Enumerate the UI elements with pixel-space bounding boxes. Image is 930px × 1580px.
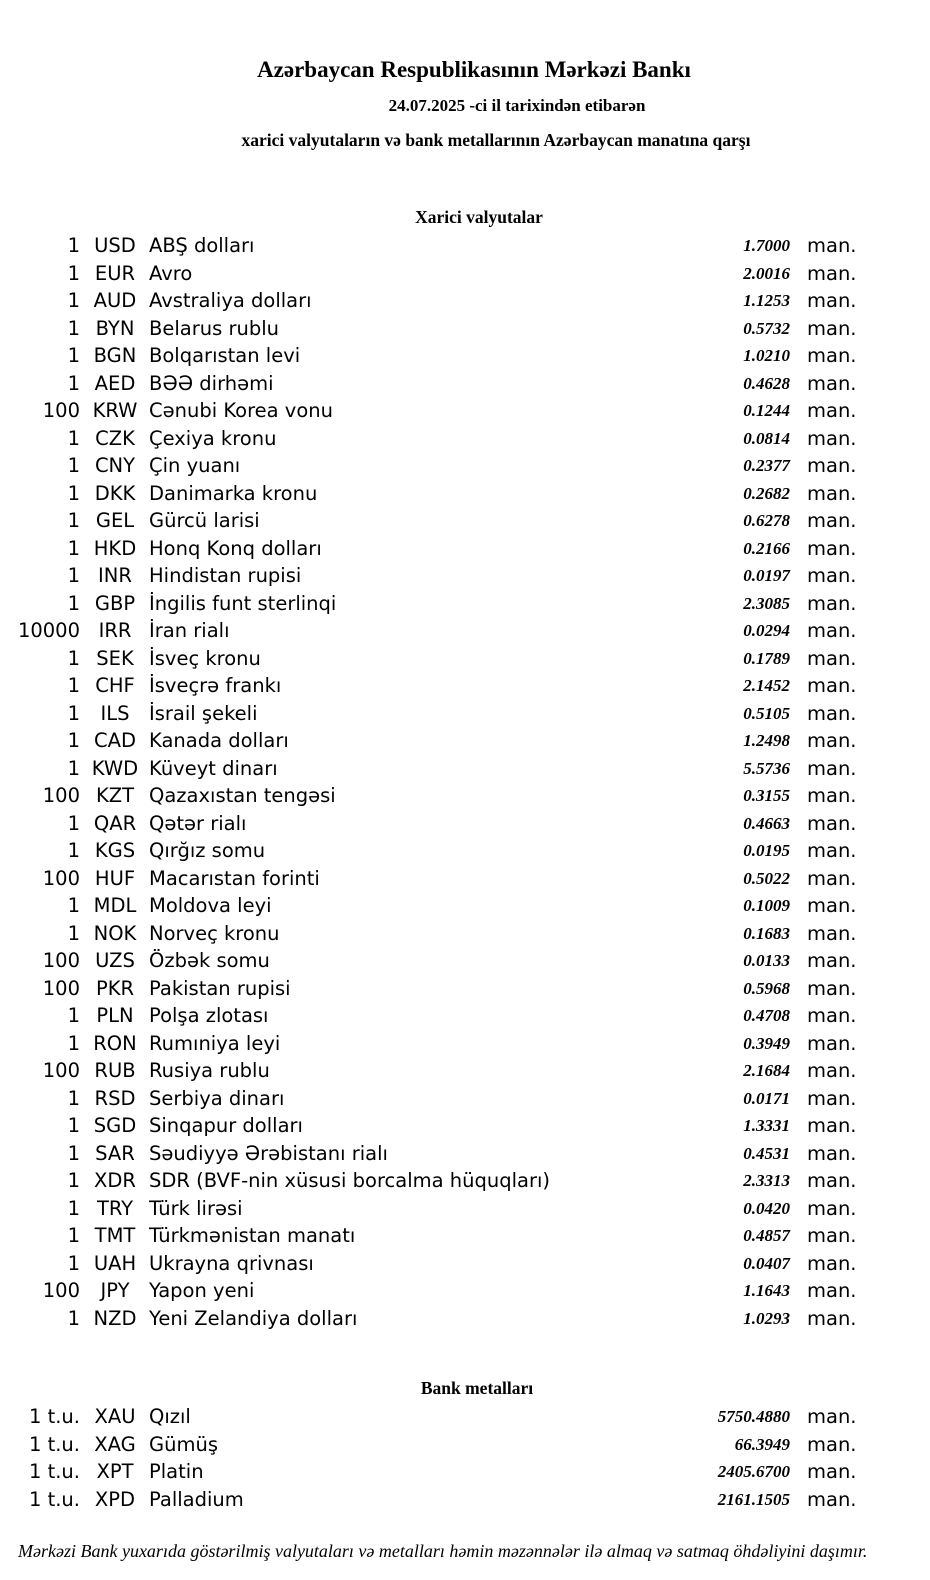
currency-code-cell: RSD (94, 1086, 136, 1110)
table-row (0, 1458, 930, 1486)
unit-cell: man. (807, 536, 857, 560)
quantity-cell: 1 (67, 426, 80, 450)
rate-value-cell: 0.1009 (743, 896, 790, 915)
rate-value-cell: 5750.4880 (717, 1407, 790, 1426)
quantity-cell: 100 (42, 1059, 80, 1082)
unit-cell: man. (807, 729, 857, 752)
unit-cell: man. (807, 839, 857, 862)
quantity-cell: 100 (42, 976, 80, 1000)
footer-disclaimer: Mərkəzi Bank yuxarıda göstərilmiş valyutaları və metalları həmin məzənnələr ilə almaq və satmaq öhdəliyini daşımır. (18, 1541, 868, 1561)
unit-cell: man. (807, 921, 857, 945)
currency-code-cell: AED (94, 371, 136, 395)
currency-code-cell: CAD (94, 729, 136, 752)
unit-cell: man. (807, 564, 857, 587)
unit-cell: man. (807, 454, 857, 477)
rate-value-cell: 0.2166 (743, 538, 790, 558)
currency-name-cell: İsveçrə frankı (149, 674, 282, 697)
currency-table (0, 232, 930, 1332)
currency-name-cell: İran rialı (149, 619, 230, 642)
rate-value-cell: 2161.1505 (717, 1489, 790, 1509)
unit-cell: man. (807, 1086, 857, 1110)
currency-code-cell: CNY (94, 454, 136, 477)
rate-value-cell: 0.5968 (743, 978, 790, 998)
table-row (0, 920, 930, 948)
currency-name-cell: Qızıl (149, 1405, 191, 1428)
currency-name-cell: Palladium (149, 1487, 244, 1511)
currency-code-cell: HUF (94, 866, 136, 890)
quantity-cell: 1 (67, 481, 80, 505)
quantity-cell: 1 (67, 344, 80, 367)
quantity-cell: 1 (67, 921, 80, 945)
table-row (0, 1167, 930, 1195)
rate-value-cell: 0.1244 (743, 401, 790, 420)
currency-name-cell: İsrail şekeli (149, 701, 258, 725)
currency-code-cell: SEK (96, 646, 134, 670)
quantity-cell: 1 (67, 316, 80, 340)
quantity-cell: 1 (67, 289, 80, 312)
rate-value-cell: 0.2682 (743, 483, 790, 503)
rate-value-cell: 0.6278 (743, 511, 790, 530)
unit-cell: man. (807, 1487, 857, 1511)
currency-code-cell: TMT (94, 1224, 136, 1247)
quantity-cell: 100 (42, 399, 80, 422)
unit-cell: man. (807, 1004, 857, 1027)
quantity-cell: 1 (67, 1114, 80, 1137)
table-row (0, 837, 930, 865)
table-row (0, 782, 930, 810)
currency-code-cell: GBP (94, 591, 136, 615)
rate-value-cell: 1.2498 (743, 731, 790, 750)
unit-cell: man. (807, 371, 857, 395)
unit-cell: man. (807, 1196, 857, 1220)
quantity-cell: 1 t.u. (28, 1405, 80, 1428)
unit-cell: man. (807, 289, 857, 312)
quantity-cell: 1 (67, 1141, 80, 1165)
unit-cell: man. (807, 509, 857, 532)
currency-name-cell: Honq Konq dolları (149, 536, 322, 560)
currency-code-cell: NZD (93, 1306, 137, 1330)
table-row (0, 700, 930, 728)
quantity-cell: 1 (67, 729, 80, 752)
rate-value-cell: 0.4628 (743, 373, 790, 393)
currency-name-cell: Avstraliya dolları (149, 289, 312, 312)
rate-value-cell: 0.0195 (743, 841, 790, 860)
currency-code-cell: XPD (94, 1487, 136, 1511)
unit-cell: man. (807, 1141, 857, 1165)
rate-value-cell: 1.0210 (743, 346, 790, 365)
currency-name-cell: Pakistan rupisi (149, 976, 291, 1000)
quantity-cell: 1 t.u. (28, 1487, 80, 1511)
currency-name-cell: Belarus rublu (149, 316, 280, 340)
rate-value-cell: 0.0133 (743, 951, 790, 970)
rate-value-cell: 0.3155 (743, 786, 790, 805)
currency-code-cell: JPY (100, 1279, 130, 1302)
table-row (0, 370, 930, 398)
unit-cell: man. (807, 811, 857, 835)
currency-name-cell: Polşa zlotası (149, 1004, 269, 1027)
currency-code-cell: EUR (94, 261, 136, 285)
currency-name-cell: Hindistan rupisi (149, 564, 302, 587)
rate-value-cell: 2.0016 (743, 263, 790, 283)
currency-name-cell: İngilis funt sterlinqi (149, 591, 337, 615)
currency-code-cell: BGN (93, 344, 137, 367)
quantity-cell: 1 (67, 564, 80, 587)
unit-cell: man. (807, 701, 857, 725)
unit-cell: man. (807, 591, 857, 615)
currency-name-cell: Səudiyyə Ərəbistanı rialı (149, 1141, 388, 1165)
currency-name-cell: BƏƏ dirhəmi (149, 371, 274, 395)
table-row (0, 260, 930, 288)
table-row (0, 1277, 930, 1305)
currency-code-cell: XDR (94, 1169, 136, 1192)
rate-value-cell: 0.0407 (743, 1253, 790, 1273)
quantity-cell: 1 (67, 674, 80, 697)
currency-name-cell: Norveç kronu (149, 921, 280, 945)
quantity-cell: 1 t.u. (28, 1432, 80, 1456)
table-row (0, 507, 930, 535)
table-row (0, 1305, 930, 1333)
table-row (0, 1085, 930, 1113)
rate-value-cell: 0.0420 (743, 1198, 790, 1218)
rate-value-cell: 0.2377 (743, 456, 790, 475)
table-row (0, 480, 930, 508)
rate-value-cell: 0.0171 (743, 1088, 790, 1108)
table-row (0, 1195, 930, 1223)
currency-code-cell: PLN (96, 1004, 134, 1027)
currency-name-cell: Qətər rialı (149, 811, 247, 835)
quantity-cell: 100 (42, 949, 80, 972)
currency-name-cell: Özbək somu (149, 949, 270, 972)
currency-name-cell: Macarıstan forinti (149, 866, 320, 890)
unit-cell: man. (807, 784, 857, 807)
table-row (0, 1002, 930, 1030)
unit-cell: man. (807, 976, 857, 1000)
unit-cell: man. (807, 316, 857, 340)
currency-name-cell: Rusiya rublu (149, 1059, 270, 1082)
currency-code-cell: GEL (95, 509, 135, 532)
currency-code-cell: HKD (93, 536, 137, 560)
table-row (0, 397, 930, 425)
currency-code-cell: XAU (94, 1405, 136, 1428)
unit-cell: man. (807, 261, 857, 285)
unit-cell: man. (807, 399, 857, 422)
unit-cell: man. (807, 949, 857, 972)
quantity-cell: 1 (67, 701, 80, 725)
unit-cell: man. (807, 481, 857, 505)
table-row (0, 672, 930, 700)
table-row (0, 1250, 930, 1278)
currency-name-cell: Küveyt dinarı (149, 756, 278, 780)
currency-name-cell: Ukrayna qrivnası (149, 1251, 314, 1275)
quantity-cell: 1 (67, 371, 80, 395)
currency-code-cell: KZT (95, 784, 135, 807)
rate-value-cell: 0.5105 (743, 703, 790, 723)
currency-name-cell: Türk lirəsi (149, 1196, 243, 1220)
table-row (0, 425, 930, 453)
currency-code-cell: QAR (93, 811, 137, 835)
rate-value-cell: 1.1253 (743, 291, 790, 310)
unit-cell: man. (807, 1169, 857, 1192)
currency-name-cell: Türkmənistan manatı (149, 1224, 356, 1247)
rate-value-cell: 0.1789 (743, 648, 790, 668)
rate-value-cell: 0.0814 (743, 428, 790, 448)
quantity-cell: 1 (67, 234, 80, 257)
table-row (0, 232, 930, 260)
currency-name-cell: Avro (149, 261, 193, 285)
rate-value-cell: 2405.6700 (717, 1462, 790, 1481)
currency-name-cell: ABŞ dolları (149, 234, 255, 257)
currency-name-cell: Bolqarıstan levi (149, 344, 301, 367)
currency-name-cell: Danimarka kronu (149, 481, 318, 505)
table-row (0, 975, 930, 1003)
rate-value-cell: 0.0197 (743, 566, 790, 585)
currency-code-cell: UZS (95, 949, 135, 972)
quantity-cell: 1 (67, 1196, 80, 1220)
rate-value-cell: 0.4531 (743, 1143, 790, 1163)
currency-code-cell: USD (94, 234, 136, 257)
table-row (0, 1030, 930, 1058)
section-heading-currencies: Xarici valyutalar (415, 207, 543, 227)
unit-cell: man. (807, 1405, 857, 1428)
quantity-cell: 1 (67, 1004, 80, 1027)
table-row (0, 1403, 930, 1431)
table-row (0, 645, 930, 673)
unit-cell: man. (807, 426, 857, 450)
currency-code-cell: MDL (93, 894, 137, 917)
unit-cell: man. (807, 1460, 857, 1483)
rate-value-cell: 0.0294 (743, 621, 790, 640)
rate-value-cell: 66.3949 (734, 1434, 790, 1454)
table-row (0, 562, 930, 590)
unit-cell: man. (807, 1279, 857, 1302)
table-row (0, 315, 930, 343)
unit-cell: man. (807, 1306, 857, 1330)
currency-name-cell: Rumıniya leyi (149, 1031, 281, 1055)
currency-name-cell: Çin yuanı (149, 454, 241, 477)
currency-name-cell: SDR (BVF-nin xüsusi borcalma hüquqları) (149, 1169, 551, 1192)
currency-name-cell: Qazaxıstan tengəsi (149, 784, 336, 807)
rate-value-cell: 0.4663 (743, 813, 790, 833)
rate-value-cell: 0.5732 (743, 318, 790, 338)
quantity-cell: 1 (67, 536, 80, 560)
table-row (0, 865, 930, 893)
currency-code-cell: RUB (94, 1059, 136, 1082)
currency-name-cell: Yapon yeni (149, 1279, 255, 1302)
rate-value-cell: 1.7000 (743, 236, 790, 255)
currency-name-cell: Gürcü larisi (149, 509, 260, 532)
currency-code-cell: RON (93, 1031, 137, 1055)
currency-name-cell: Sinqapur dolları (149, 1114, 303, 1137)
currency-code-cell: INR (98, 564, 132, 587)
rate-value-cell: 1.1643 (743, 1281, 790, 1300)
unit-cell: man. (807, 674, 857, 697)
currency-code-cell: IRR (98, 619, 132, 642)
quantity-cell: 1 (67, 1086, 80, 1110)
quantity-cell: 1 (67, 261, 80, 285)
quantity-cell: 100 (42, 784, 80, 807)
quantity-cell: 100 (42, 866, 80, 890)
unit-cell: man. (807, 866, 857, 890)
table-row (0, 1057, 930, 1085)
metals-table (0, 1403, 930, 1513)
quantity-cell: 1 (67, 1224, 80, 1247)
currency-code-cell: CZK (95, 426, 135, 450)
table-row (0, 617, 930, 645)
currency-name-cell: Moldova leyi (149, 894, 272, 917)
currency-code-cell: KGS (94, 839, 136, 862)
quantity-cell: 1 (67, 454, 80, 477)
rate-value-cell: 0.4857 (743, 1226, 790, 1245)
unit-cell: man. (807, 756, 857, 780)
rate-value-cell: 0.5022 (743, 868, 790, 888)
currency-code-cell: ILS (100, 701, 130, 725)
unit-cell: man. (807, 1031, 857, 1055)
quantity-cell: 1 (67, 646, 80, 670)
quantity-cell: 1 (67, 756, 80, 780)
currency-code-cell: XPT (96, 1460, 134, 1483)
unit-cell: man. (807, 344, 857, 367)
currency-code-cell: SGD (93, 1114, 137, 1137)
section-heading-metals: Bank metalları (420, 1378, 534, 1398)
currency-code-cell: SAR (95, 1141, 135, 1165)
table-row (0, 342, 930, 370)
currency-code-cell: UAH (93, 1251, 137, 1275)
currency-code-cell: CHF (95, 674, 135, 697)
rate-value-cell: 0.1683 (743, 923, 790, 943)
quantity-cell: 1 t.u. (28, 1460, 80, 1483)
currency-name-cell: Yeni Zelandiya dolları (149, 1306, 358, 1330)
table-row (0, 947, 930, 975)
unit-cell: man. (807, 619, 857, 642)
quantity-cell: 1 (67, 894, 80, 917)
table-row (0, 727, 930, 755)
currency-code-cell: XAG (94, 1432, 136, 1456)
rate-value-cell: 0.4708 (743, 1006, 790, 1025)
currency-name-cell: Platin (149, 1460, 204, 1483)
page-subtitle: xarici valyutaların və bank metallarının Azərbaycan manatına qarşı (241, 130, 751, 150)
currency-name-cell: Gümüş (149, 1432, 218, 1456)
unit-cell: man. (807, 646, 857, 670)
quantity-cell: 1 (67, 1251, 80, 1275)
table-row (0, 590, 930, 618)
currency-name-cell: Kanada dolları (149, 729, 289, 752)
currency-name-cell: İsveç kronu (149, 646, 261, 670)
effective-date-line: 24.07.2025 -ci il tarixindən etibarən (388, 96, 646, 115)
currency-name-cell: Serbiya dinarı (149, 1086, 285, 1110)
table-row (0, 1112, 930, 1140)
currency-code-cell: TRY (96, 1196, 134, 1220)
currency-name-cell: Çexiya kronu (149, 426, 277, 450)
rate-value-cell: 0.3949 (743, 1033, 790, 1053)
quantity-cell: 1 (67, 839, 80, 862)
table-row (0, 755, 930, 783)
unit-cell: man. (807, 1114, 857, 1137)
currency-code-cell: DKK (94, 481, 136, 505)
table-row (0, 535, 930, 563)
quantity-cell: 1 (67, 509, 80, 532)
currency-code-cell: BYN (95, 316, 135, 340)
unit-cell: man. (807, 1224, 857, 1247)
table-row (0, 810, 930, 838)
quantity-cell: 1 (67, 591, 80, 615)
page-title: Azərbaycan Respublikasının Mərkəzi Bankı (257, 57, 691, 82)
currency-name-cell: Qırğız somu (149, 839, 266, 862)
rate-value-cell: 1.3331 (743, 1116, 790, 1135)
table-row (0, 1486, 930, 1514)
rate-value-cell: 2.1684 (743, 1061, 790, 1080)
unit-cell: man. (807, 1251, 857, 1275)
currency-code-cell: KWD (91, 756, 139, 780)
table-row (0, 452, 930, 480)
table-row (0, 1140, 930, 1168)
table-row (0, 1431, 930, 1459)
rate-value-cell: 2.3313 (743, 1171, 790, 1190)
rate-value-cell: 5.5736 (743, 758, 790, 778)
rate-value-cell: 2.1452 (743, 676, 790, 695)
rate-value-cell: 1.0293 (743, 1308, 790, 1328)
currency-name-cell: Cənubi Korea vonu (149, 399, 333, 422)
rate-value-cell: 2.3085 (743, 593, 790, 613)
table-row (0, 1222, 930, 1250)
quantity-cell: 1 (67, 1169, 80, 1192)
unit-cell: man. (807, 234, 857, 257)
unit-cell: man. (807, 894, 857, 917)
quantity-cell: 1 (67, 1306, 80, 1330)
currency-code-cell: NOK (93, 921, 137, 945)
table-row (0, 892, 930, 920)
currency-code-cell: AUD (93, 289, 137, 312)
quantity-cell: 10000 (17, 619, 80, 642)
quantity-cell: 1 (67, 811, 80, 835)
table-row (0, 287, 930, 315)
quantity-cell: 100 (42, 1279, 80, 1302)
quantity-cell: 1 (67, 1031, 80, 1055)
unit-cell: man. (807, 1432, 857, 1456)
unit-cell: man. (807, 1059, 857, 1082)
currency-code-cell: PKR (95, 976, 135, 1000)
currency-code-cell: KRW (92, 399, 138, 422)
